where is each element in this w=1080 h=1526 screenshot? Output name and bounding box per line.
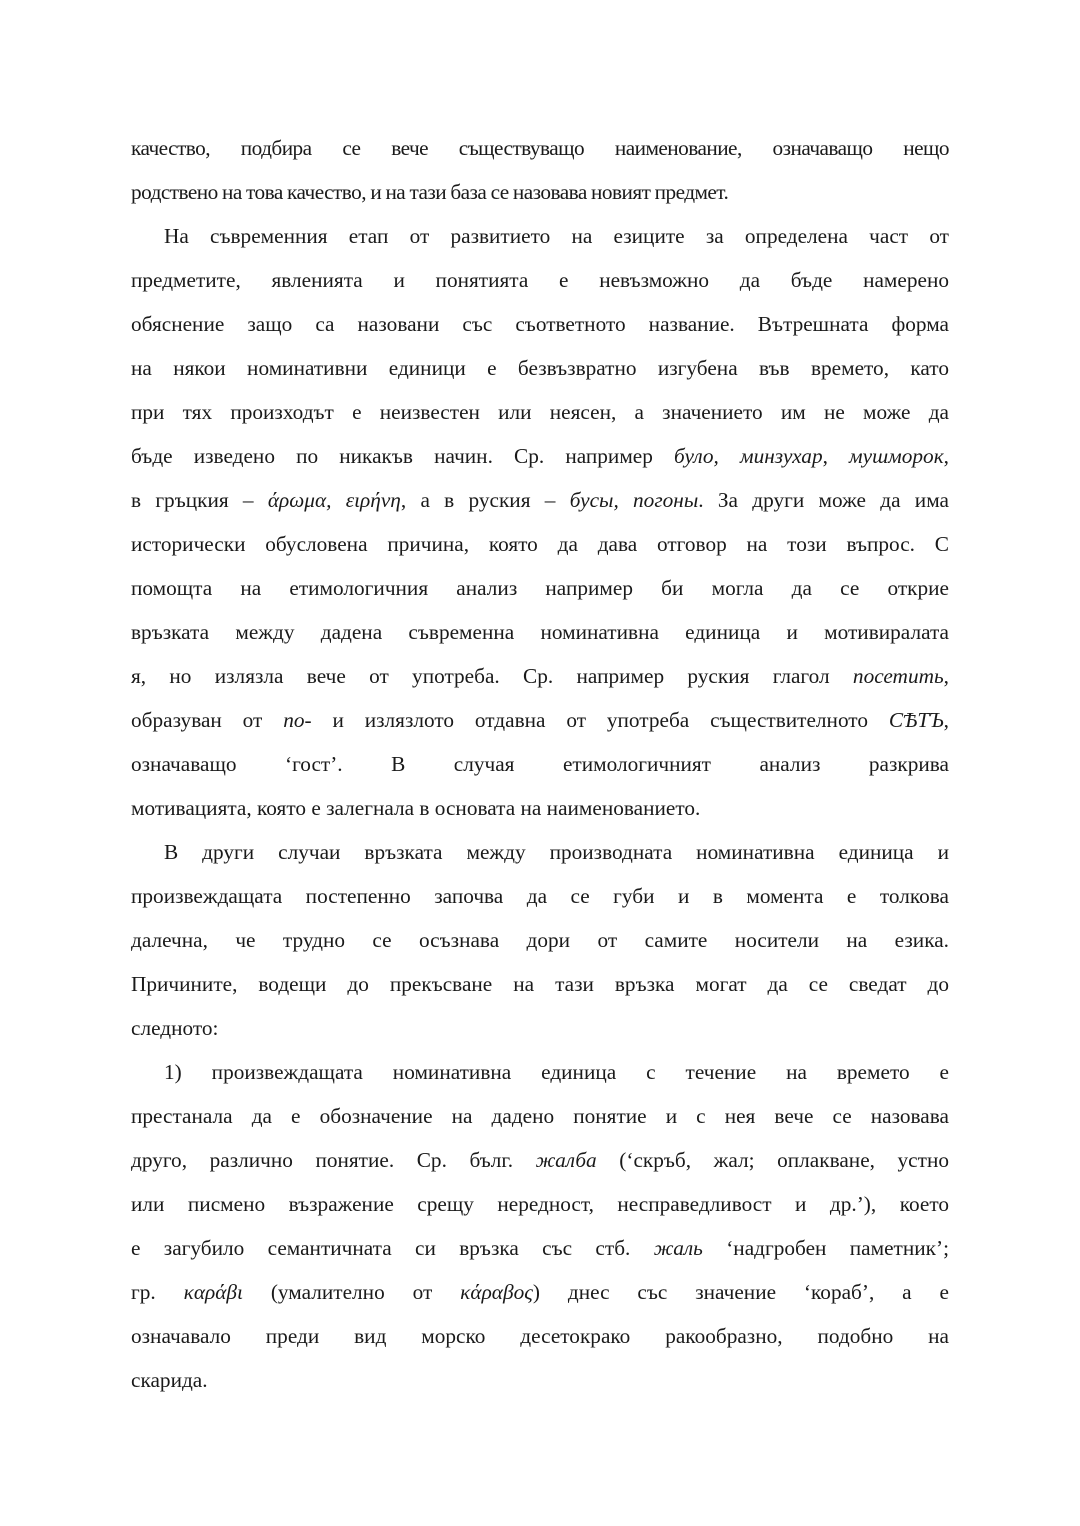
text-line: престанала да е обозначение на дадено понятие и с нея вече се назовава: [131, 1104, 949, 1128]
text-run: и излязлото отдавна от употреба съществителното: [311, 708, 889, 732]
text-line: при тях произходът е неизвестен или неясен, а значението им не може да: [131, 400, 949, 424]
text-run: друго, различно понятие. Ср. бълг.: [131, 1148, 536, 1172]
text-run: ,: [822, 444, 850, 468]
text-line: следното:: [131, 1016, 219, 1040]
text-run: ,: [943, 444, 949, 468]
text-line: на някои номинативни единици е безвъзвратно изгубена във времето, като: [131, 356, 949, 380]
text-run: гр.: [131, 1280, 184, 1304]
text-run: , а в руския –: [400, 488, 570, 512]
text-line: далечна, че трудно се осъзнава дори от самите носители на езика.: [131, 928, 949, 952]
text-run: ,: [943, 664, 949, 688]
text-line: [131, 654, 949, 698]
text-line: скарида.: [131, 1368, 208, 1392]
italic-example: καράβι: [183, 1280, 243, 1304]
text-line: произвеждащата постепенно започва да се губи и в момента е толкова: [131, 884, 949, 908]
italic-example: по-: [283, 708, 312, 732]
text-line: или писмено възражение срещу нередност, несправедливост и др.’), което: [131, 1192, 949, 1216]
text-run: ) днес със значение ‘кораб’, а е: [532, 1280, 949, 1304]
paragraph-1: [131, 214, 949, 830]
text-line: [131, 1226, 949, 1270]
text-run: бъде изведено по никакъв начин. Ср. например: [131, 444, 675, 468]
italic-example: жалба: [535, 1148, 597, 1172]
italic-example: мушморок: [849, 444, 944, 468]
italic-example: κάραβος: [460, 1280, 533, 1304]
text-run: образуван от: [131, 708, 284, 732]
italic-example: бусы, погоны: [569, 488, 699, 512]
paragraph-3: [131, 1050, 949, 1402]
text-line: На съвременния етап от развитието на езиците за определена част от: [164, 224, 949, 248]
text-run: (‘скръб, жал; оплакване, устно: [596, 1148, 949, 1172]
italic-example: посетить: [852, 664, 944, 688]
text-line: [131, 698, 949, 742]
text-line: мотивацията, която е залегнала в основата на наименованието.: [131, 796, 701, 820]
text-line: родствено на това качество, и на тази база се назовава новият предмет.: [131, 180, 729, 204]
text-line: [131, 434, 949, 478]
italic-example: άρωμα, ειρήνη: [267, 488, 401, 512]
text-line: обяснение защо са назовани със съответното название. Вътрешната форма: [131, 312, 949, 336]
italic-example: жаль: [653, 1236, 703, 1260]
text-line: предметите, явленията и понятията е невъзможно да бъде намерено: [131, 268, 949, 292]
text-run: в гръцкия –: [131, 488, 268, 512]
text-line: [131, 1270, 949, 1314]
text-run: е загубило семантичната си връзка със стб.: [131, 1236, 654, 1260]
text-line: [131, 1138, 949, 1182]
italic-example: СѢТЪ: [888, 708, 944, 732]
text-line: [131, 478, 949, 522]
paragraph-0: [131, 126, 949, 214]
paragraph-2: [131, 830, 949, 1050]
italic-example: було, минзухар: [674, 444, 823, 468]
text-line: означаващо ‘гост’. В случая етимологичният анализ разкрива: [131, 752, 949, 776]
text-line: 1) произвеждащата номинативна единица с течение на времето е: [164, 1060, 949, 1084]
text-line: Причините, водещи до прекъсване на тази връзка могат да се сведат до: [131, 972, 949, 996]
text-run: я, но излязла вече от употреба. Ср. например руския глагол: [131, 664, 853, 688]
text-run: ,: [943, 708, 949, 732]
text-line: помощта на етимологичния анализ например би могла да се открие: [131, 576, 949, 600]
text-run: ‘надгробен паметник’;: [702, 1236, 949, 1260]
text-line: връзката между дадена съвременна номинативна единица и мотивиралата: [131, 620, 949, 644]
document-page: [131, 126, 949, 1402]
text-line: означавало преди вид морско десетокрако ракообразно, подобно на: [131, 1324, 949, 1348]
text-line: качество, подбира се вече съществуващо наименование, означаващо нещо: [131, 136, 949, 160]
text-line: исторически обусловена причина, която да дава отговор на този въпрос. С: [131, 532, 949, 556]
text-run: . За други може да има: [698, 488, 949, 512]
text-run: (умалително от: [242, 1280, 461, 1304]
text-line: В други случаи връзката между производната номинативна единица и: [164, 840, 949, 864]
